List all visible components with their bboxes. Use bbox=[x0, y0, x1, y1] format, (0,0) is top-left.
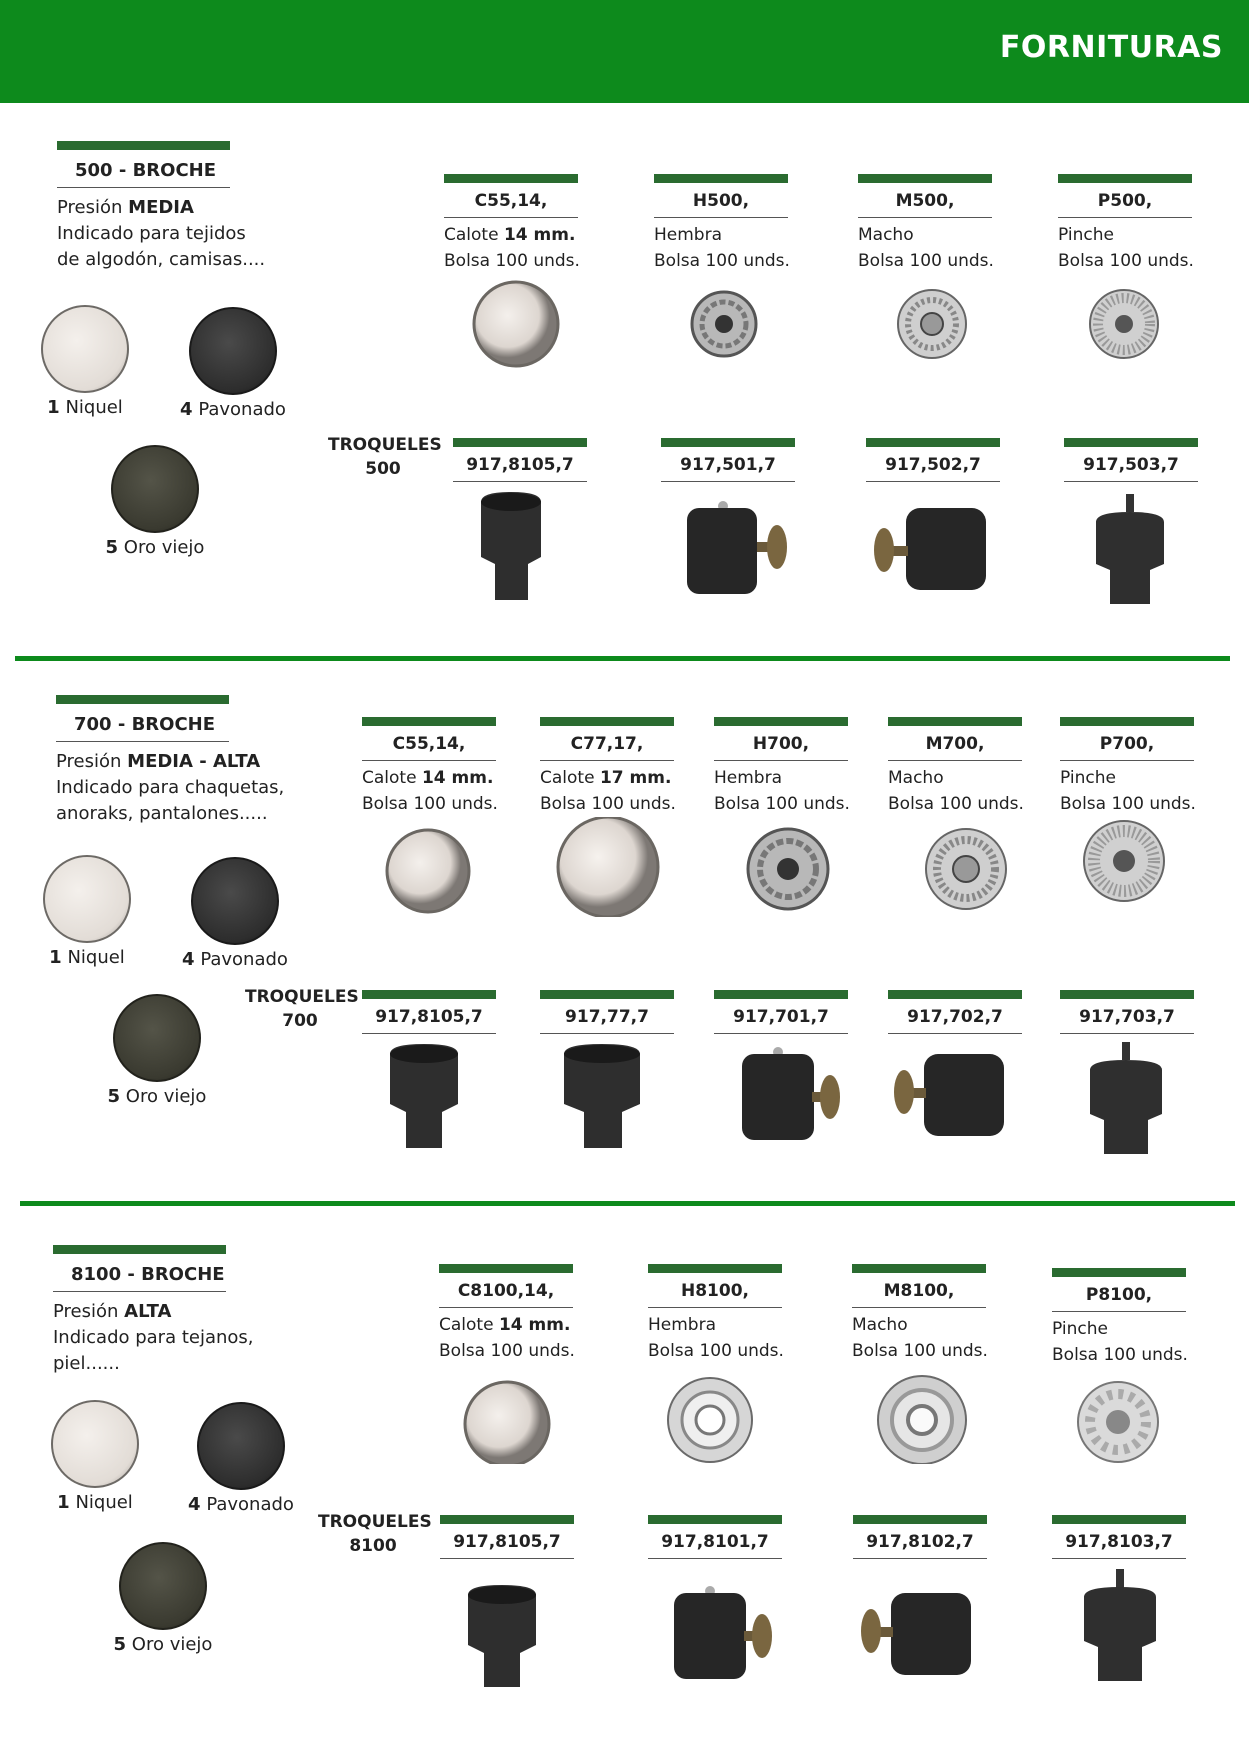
die-screw-image bbox=[888, 1034, 1022, 1164]
die-screw-image bbox=[648, 1559, 782, 1689]
item-c8100 bbox=[439, 1264, 573, 1469]
item-underline bbox=[858, 217, 992, 218]
item-bar bbox=[888, 717, 1022, 726]
item-bar bbox=[714, 717, 848, 726]
finish-num: 5 bbox=[105, 537, 119, 558]
finish-niquel bbox=[40, 855, 134, 968]
item-bar bbox=[439, 1264, 573, 1273]
item-bag: Bolsa 100 unds. bbox=[858, 251, 994, 271]
item-name: Calote bbox=[362, 768, 422, 788]
pressure-label: Presión bbox=[56, 751, 122, 772]
item-code: P8100, bbox=[1085, 1285, 1153, 1305]
item-bar bbox=[1052, 1268, 1186, 1277]
item-h500 bbox=[654, 174, 788, 379]
finish-name: Pavonado bbox=[200, 949, 288, 970]
item-bar bbox=[444, 174, 578, 183]
finish-num: 5 bbox=[113, 1634, 127, 1655]
die-pin-image bbox=[1052, 1559, 1186, 1689]
die-pin-image bbox=[1064, 482, 1198, 612]
troqueles-label bbox=[318, 1510, 432, 1558]
item-underline bbox=[439, 1307, 573, 1308]
finish-name: Niquel bbox=[75, 1492, 133, 1513]
item-size: 14 mm. bbox=[503, 225, 576, 245]
die-cup-image bbox=[453, 482, 587, 612]
item-name: Calote bbox=[444, 225, 504, 245]
item-bar bbox=[852, 1264, 986, 1273]
item-name: Pinche bbox=[1060, 768, 1116, 788]
item-bar bbox=[1060, 990, 1194, 999]
item-name: Macho bbox=[858, 225, 914, 245]
finish-num: 4 bbox=[188, 1494, 201, 1515]
die-pin-image bbox=[1060, 1034, 1194, 1164]
item-size: 14 mm. bbox=[498, 1315, 571, 1335]
item-description bbox=[648, 1312, 782, 1364]
item-code: P500, bbox=[1097, 191, 1153, 211]
finish-pavonado bbox=[180, 857, 290, 970]
finish-swatch bbox=[41, 305, 129, 393]
item-bar bbox=[453, 438, 587, 447]
troqueles-num: 500 bbox=[365, 459, 401, 479]
troqueles-text: TROQUELES bbox=[318, 1512, 432, 1532]
troqueles-text: TROQUELES bbox=[328, 435, 442, 455]
item-name: Calote bbox=[439, 1315, 499, 1335]
series-bar bbox=[57, 141, 230, 150]
item-bar bbox=[1064, 438, 1198, 447]
pinche-image bbox=[1060, 817, 1194, 917]
item-bar bbox=[888, 990, 1022, 999]
die-code: 917,701,7 bbox=[733, 1007, 829, 1027]
die-917-8105-7 bbox=[362, 990, 496, 1169]
section-separator bbox=[15, 656, 1230, 661]
finish-oro-viejo bbox=[102, 994, 212, 1107]
item-description bbox=[1060, 765, 1194, 817]
die-code: 917,8101,7 bbox=[661, 1532, 769, 1552]
pinche-image bbox=[1052, 1368, 1186, 1468]
item-bag: Bolsa 100 unds. bbox=[852, 1341, 988, 1361]
series-desc-line1: Indicado para tejanos, bbox=[53, 1327, 254, 1348]
die-917-502-7 bbox=[866, 438, 1000, 617]
pressure-value: ALTA bbox=[124, 1301, 172, 1322]
item-description bbox=[540, 765, 674, 817]
series-underline bbox=[53, 1291, 226, 1292]
finish-swatch bbox=[191, 857, 279, 945]
finish-swatch bbox=[119, 1542, 207, 1630]
die-917-501-7 bbox=[661, 438, 795, 617]
die-code: 917,702,7 bbox=[907, 1007, 1003, 1027]
finish-num: 1 bbox=[49, 947, 62, 968]
die-screw-image bbox=[866, 482, 1000, 612]
item-description bbox=[888, 765, 1022, 817]
item-bag: Bolsa 100 unds. bbox=[1060, 794, 1196, 814]
finish-name: Oro viejo bbox=[125, 1086, 207, 1107]
macho-ring-image bbox=[852, 1364, 986, 1464]
die-code: 917,703,7 bbox=[1079, 1007, 1175, 1027]
item-underline bbox=[654, 217, 788, 218]
finish-name: Oro viejo bbox=[123, 537, 205, 558]
item-bar bbox=[362, 990, 496, 999]
item-bar bbox=[853, 1515, 987, 1524]
item-h700 bbox=[714, 717, 848, 922]
pressure-label: Presión bbox=[57, 197, 123, 218]
die-code: 917,8105,7 bbox=[466, 455, 574, 475]
item-m8100 bbox=[852, 1264, 986, 1469]
item-h8100 bbox=[648, 1264, 782, 1469]
item-description bbox=[1058, 222, 1192, 274]
item-code: C8100,14, bbox=[457, 1281, 555, 1301]
item-bag: Bolsa 100 unds. bbox=[362, 794, 498, 814]
item-name: Calote bbox=[540, 768, 600, 788]
die-917-503-7 bbox=[1064, 438, 1198, 617]
item-bar bbox=[654, 174, 788, 183]
series-description bbox=[56, 749, 284, 827]
die-code: 917,8105,7 bbox=[375, 1007, 483, 1027]
item-code: M500, bbox=[895, 191, 955, 211]
die-917-703-7 bbox=[1060, 990, 1194, 1169]
item-bar bbox=[1060, 717, 1194, 726]
item-name: Macho bbox=[888, 768, 944, 788]
die-917-8102-7 bbox=[853, 1515, 987, 1694]
finish-pavonado bbox=[186, 1402, 296, 1515]
item-m700 bbox=[888, 717, 1022, 922]
item-m500 bbox=[858, 174, 992, 379]
item-underline bbox=[888, 760, 1022, 761]
troqueles-text: TROQUELES bbox=[245, 987, 359, 1007]
finish-swatch bbox=[43, 855, 131, 943]
item-bag: Bolsa 100 unds. bbox=[1052, 1345, 1188, 1365]
die-917-702-7 bbox=[888, 990, 1022, 1169]
finish-num: 5 bbox=[107, 1086, 121, 1107]
calote-image bbox=[362, 817, 496, 917]
item-name: Hembra bbox=[654, 225, 722, 245]
finish-num: 4 bbox=[180, 399, 193, 420]
finish-niquel bbox=[48, 1400, 142, 1513]
finish-oro-viejo bbox=[100, 445, 210, 558]
finish-niquel bbox=[38, 305, 132, 418]
item-bag: Bolsa 100 unds. bbox=[654, 251, 790, 271]
item-underline bbox=[444, 217, 578, 218]
finish-pavonado bbox=[178, 307, 288, 420]
series-header bbox=[53, 1245, 254, 1377]
hembra-image bbox=[654, 274, 788, 374]
pressure-value: MEDIA bbox=[128, 197, 194, 218]
item-description bbox=[714, 765, 848, 817]
item-code: M8100, bbox=[883, 1281, 955, 1301]
item-underline bbox=[852, 1307, 986, 1308]
item-underline bbox=[362, 760, 496, 761]
item-c77 bbox=[540, 717, 674, 922]
item-bar bbox=[540, 990, 674, 999]
item-c55 bbox=[362, 717, 496, 922]
finish-name: Pavonado bbox=[206, 1494, 294, 1515]
item-name: Pinche bbox=[1058, 225, 1114, 245]
macho-image bbox=[858, 274, 992, 374]
item-code: H8100, bbox=[681, 1281, 749, 1301]
item-underline bbox=[1058, 217, 1192, 218]
item-p700 bbox=[1060, 717, 1194, 922]
pressure-label: Presión bbox=[53, 1301, 119, 1322]
die-cup-image bbox=[362, 1034, 496, 1164]
item-bag: Bolsa 100 unds. bbox=[714, 794, 850, 814]
series-desc-line1: Indicado para chaquetas, bbox=[56, 777, 285, 798]
series-desc-line1: Indicado para tejidos bbox=[57, 223, 246, 244]
item-bar bbox=[714, 990, 848, 999]
item-bag: Bolsa 100 unds. bbox=[888, 794, 1024, 814]
troqueles-label bbox=[245, 985, 359, 1033]
series-title: 8100 - BROCHE bbox=[71, 1264, 225, 1285]
finish-swatch bbox=[113, 994, 201, 1082]
series-header bbox=[57, 141, 265, 273]
item-size: 17 mm. bbox=[599, 768, 672, 788]
item-code: H500, bbox=[692, 191, 750, 211]
calote-image bbox=[439, 1364, 573, 1464]
item-bar bbox=[1058, 174, 1192, 183]
item-p500 bbox=[1058, 174, 1192, 379]
item-underline bbox=[1052, 1311, 1186, 1312]
item-bag: Bolsa 100 unds. bbox=[540, 794, 676, 814]
finish-swatch bbox=[51, 1400, 139, 1488]
series-bar bbox=[53, 1245, 226, 1254]
die-screw-image bbox=[714, 1034, 848, 1164]
series-bar bbox=[56, 695, 229, 704]
section-separator bbox=[20, 1201, 1235, 1206]
die-code: 917,77,7 bbox=[565, 1007, 649, 1027]
die-code: 917,8103,7 bbox=[1065, 1532, 1173, 1552]
item-description bbox=[654, 222, 788, 274]
finish-name: Niquel bbox=[67, 947, 125, 968]
item-bag: Bolsa 100 unds. bbox=[439, 1341, 575, 1361]
finish-name: Oro viejo bbox=[131, 1634, 213, 1655]
item-p8100 bbox=[1052, 1268, 1186, 1473]
item-bar bbox=[648, 1264, 782, 1273]
die-code: 917,8105,7 bbox=[453, 1532, 561, 1552]
item-bar bbox=[440, 1515, 574, 1524]
die-screw-image bbox=[853, 1559, 987, 1689]
die-917-8103-7 bbox=[1052, 1515, 1186, 1694]
die-code: 917,8102,7 bbox=[866, 1532, 974, 1552]
item-description bbox=[444, 222, 578, 274]
item-description bbox=[852, 1312, 986, 1364]
series-description bbox=[57, 195, 265, 273]
item-underline bbox=[714, 760, 848, 761]
finish-num: 4 bbox=[182, 949, 195, 970]
series-desc-line2: de algodón, camisas.... bbox=[57, 249, 266, 270]
item-description bbox=[362, 765, 496, 817]
hembra-ring-image bbox=[648, 1364, 782, 1464]
series-underline bbox=[56, 741, 229, 742]
series-desc-line2: piel...... bbox=[53, 1353, 120, 1374]
die-917-77-7 bbox=[540, 990, 674, 1169]
finish-name: Pavonado bbox=[198, 399, 286, 420]
item-code: P700, bbox=[1099, 734, 1155, 754]
die-code: 917,502,7 bbox=[885, 455, 981, 475]
item-bar bbox=[866, 438, 1000, 447]
hembra-image bbox=[714, 817, 848, 917]
item-bar bbox=[661, 438, 795, 447]
item-bag: Bolsa 100 unds. bbox=[1058, 251, 1194, 271]
item-name: Pinche bbox=[1052, 1319, 1108, 1339]
item-description bbox=[858, 222, 992, 274]
item-code: C55,14, bbox=[392, 734, 466, 754]
item-bar bbox=[858, 174, 992, 183]
die-screw-image bbox=[661, 482, 795, 612]
item-description bbox=[439, 1312, 573, 1364]
item-code: M700, bbox=[925, 734, 985, 754]
item-name: Macho bbox=[852, 1315, 908, 1335]
item-code: C55,14, bbox=[474, 191, 548, 211]
item-bar bbox=[540, 717, 674, 726]
macho-image bbox=[888, 817, 1022, 917]
series-title: 700 - BROCHE bbox=[74, 714, 216, 735]
item-name: Hembra bbox=[648, 1315, 716, 1335]
finish-swatch bbox=[111, 445, 199, 533]
pinche-image bbox=[1058, 274, 1192, 374]
page-header bbox=[0, 0, 1249, 103]
finish-oro-viejo bbox=[108, 1542, 218, 1655]
series-title: 500 - BROCHE bbox=[75, 160, 217, 181]
item-underline bbox=[1060, 760, 1194, 761]
troqueles-num: 700 bbox=[282, 1011, 318, 1031]
pressure-value: MEDIA - ALTA bbox=[127, 751, 261, 772]
troqueles-label bbox=[328, 433, 442, 481]
series-description bbox=[53, 1299, 254, 1377]
item-bar bbox=[648, 1515, 782, 1524]
die-917-8101-7 bbox=[648, 1515, 782, 1694]
series-underline bbox=[57, 187, 230, 188]
item-underline bbox=[540, 760, 674, 761]
die-cup-image bbox=[440, 1559, 574, 1689]
die-917-8105-7 bbox=[453, 438, 587, 617]
die-code: 917,503,7 bbox=[1083, 455, 1179, 475]
die-code: 917,501,7 bbox=[680, 455, 776, 475]
calote-image bbox=[540, 817, 674, 917]
finish-swatch bbox=[197, 1402, 285, 1490]
item-bag: Bolsa 100 unds. bbox=[444, 251, 580, 271]
finish-num: 1 bbox=[57, 1492, 70, 1513]
series-desc-line2: anoraks, pantalones..... bbox=[56, 803, 268, 824]
troqueles-num: 8100 bbox=[349, 1536, 397, 1556]
item-code: H700, bbox=[752, 734, 810, 754]
item-description bbox=[1052, 1316, 1186, 1368]
finish-num: 1 bbox=[47, 397, 60, 418]
finish-name: Niquel bbox=[65, 397, 123, 418]
item-code: C77,17, bbox=[570, 734, 644, 754]
page-title: FORNITURAS bbox=[999, 30, 1223, 65]
calote-image bbox=[444, 274, 578, 374]
item-bar bbox=[1052, 1515, 1186, 1524]
item-c55 bbox=[444, 174, 578, 379]
item-bar bbox=[362, 717, 496, 726]
die-cup-image bbox=[540, 1034, 674, 1164]
item-bag: Bolsa 100 unds. bbox=[648, 1341, 784, 1361]
item-underline bbox=[648, 1307, 782, 1308]
item-size: 14 mm. bbox=[421, 768, 494, 788]
die-917-8105-7 bbox=[440, 1515, 574, 1694]
finish-swatch bbox=[189, 307, 277, 395]
series-header bbox=[56, 695, 284, 827]
item-name: Hembra bbox=[714, 768, 782, 788]
die-917-701-7 bbox=[714, 990, 848, 1169]
